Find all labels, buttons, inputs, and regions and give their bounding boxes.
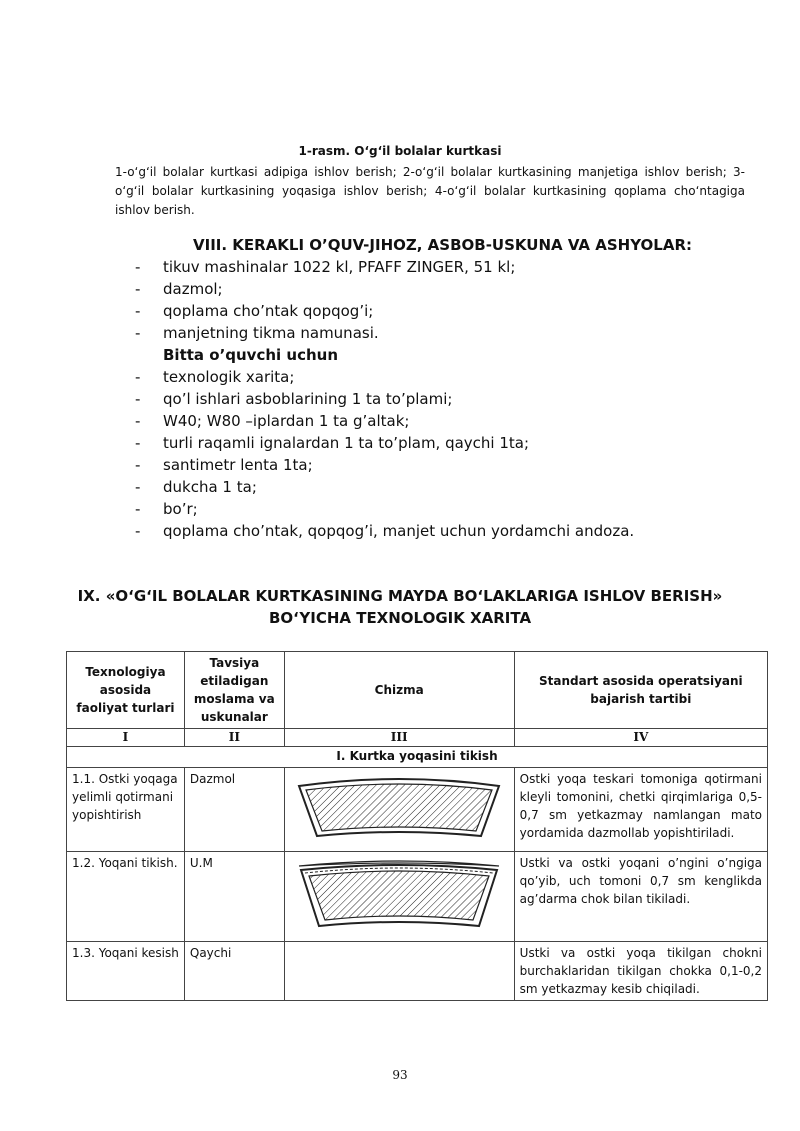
column-number: IV [514,729,767,747]
list-dash: - [135,280,141,298]
tool-cell: U.M [184,852,284,942]
list-dash: - [135,478,141,496]
list-item [135,454,634,476]
list-item [135,278,634,300]
header-procedure: Standart asosida operatsiyani bajarish tartibi [514,652,767,729]
header-activity: Texnologiya asosida faoliyat turlari [67,652,185,729]
section-9-heading [0,585,800,629]
list-item-text: santimetr lenta 1ta; [163,456,313,474]
tool-cell: Qaychi [184,942,284,1001]
list-dash: - [135,324,141,342]
activity-cell: 1.3. Yoqani kesish [67,942,185,1001]
list-dash: - [135,500,141,518]
drawing-cell [284,942,514,1001]
section-8-heading: VIII. KERAKLI O’QUV-JIHOZ, ASBOB-USKUNA VA ASHYOLAR: [193,236,693,254]
list-dash: - [135,302,141,320]
description-cell: Ustki va ostki yoqa tikilgan chokni burchaklaridan tikilgan chokka 0,1-0,2 sm yetkazmay kesib chiqiladi. [514,942,767,1001]
table-row [67,768,768,852]
section-9-title-line2: BO‘YICHA TEXNOLOGIK XARITA [268,609,532,627]
figure-caption: 1-o‘g‘il bolalar kurtkasi adipiga ishlov berish; 2-o‘g‘il bolalar kurtkasining manjetiga ishlov berish; 3-o‘g‘il bolalar kurtkasining yoqasiga ishlov berish; 4-o‘g‘il bolalar kurtkasining qoplama cho‘ntagiga ishlov berish. [115,165,745,217]
list-item [135,388,634,410]
list-item [135,256,634,278]
activity-cell: 1.2. Yoqani tikish. [67,852,185,942]
list-item-text: qoplama cho’ntak, qopqog’i, manjet uchun yordamchi andoza. [163,522,635,540]
subsection-title: I. Kurtka yoqasini tikish [67,747,768,768]
section-9-title-line1: IX. «O‘G‘IL BOLALAR KURTKASINING MAYDA BO‘LAKLARIGA ISHLOV BERISH» [77,587,723,605]
list-item-text: qoplama cho’ntak qopqog’i; [163,302,374,320]
tool-cell: Dazmol [184,768,284,852]
list-item [135,498,634,520]
list-item-text: dazmol; [163,280,223,298]
figure-title: 1-rasm. O‘g‘il bolalar kurtkasi [298,144,502,158]
list-dash: - [135,412,141,430]
equipment-list [135,256,634,542]
header-tools: Tavsiya etiladigan moslama va uskunalar [184,652,284,729]
list-dash: - [135,434,141,452]
collar-stitching-drawing-icon [295,858,503,930]
list-item-text: dukcha 1 ta; [163,478,257,496]
header-drawing: Chizma [284,652,514,729]
subsection-row [67,747,768,768]
column-number: III [284,729,514,747]
list-dash: - [135,258,141,276]
activity-cell: 1.1. Ostki yoqaga yelimli qotirmani yopishtirish [67,768,185,852]
list-dash: - [135,456,141,474]
list-item-text: tikuv mashinalar 1022 kl, PFAFF ZINGER, 51 kl; [163,258,516,276]
list-subheading: Bitta o’quvchi uchun [163,346,338,364]
page-number: 93 [392,1068,408,1082]
column-number-row [67,729,768,747]
drawing-cell [284,768,514,852]
list-item-text: bo’r; [163,500,198,518]
list-dash: - [135,368,141,386]
list-item [135,410,634,432]
list-item [135,322,634,344]
list-item-text: manjetning tikma namunasi. [163,324,379,342]
list-dash: - [135,390,141,408]
collar-interfacing-drawing-icon [295,774,503,840]
table-row [67,942,768,1001]
technology-map-table [66,651,768,1001]
list-item [135,432,634,454]
description-cell: Ostki yoqa teskari tomoniga qotirmani kleyli tomonini, chetki qirqimlariga 0,5-0,7 sm yetkazmay namlangan mato yordamida dazmollab yopishtiriladi. [514,768,767,852]
list-item-text: qo’l ishlari asboblarining 1 ta to’plami; [163,390,453,408]
list-item-text: texnologik xarita; [163,368,295,386]
column-number: I [67,729,185,747]
column-number: II [184,729,284,747]
list-item-text: W40; W80 –iplardan 1 ta g’altak; [163,412,410,430]
list-item [135,300,634,322]
table-header-row [67,652,768,729]
table-row [67,852,768,942]
list-item [135,476,634,498]
list-item [135,520,634,542]
drawing-cell [284,852,514,942]
list-dash: - [135,522,141,540]
list-item [135,366,634,388]
description-cell: Ustki va ostki yoqani o’ngini o’ngiga qo’yib, uch tomoni 0,7 sm kenglikda ag’darma chok bilan tikiladi. [514,852,767,942]
list-item-text: turli raqamli ignalardan 1 ta to’plam, qaychi 1ta; [163,434,530,452]
